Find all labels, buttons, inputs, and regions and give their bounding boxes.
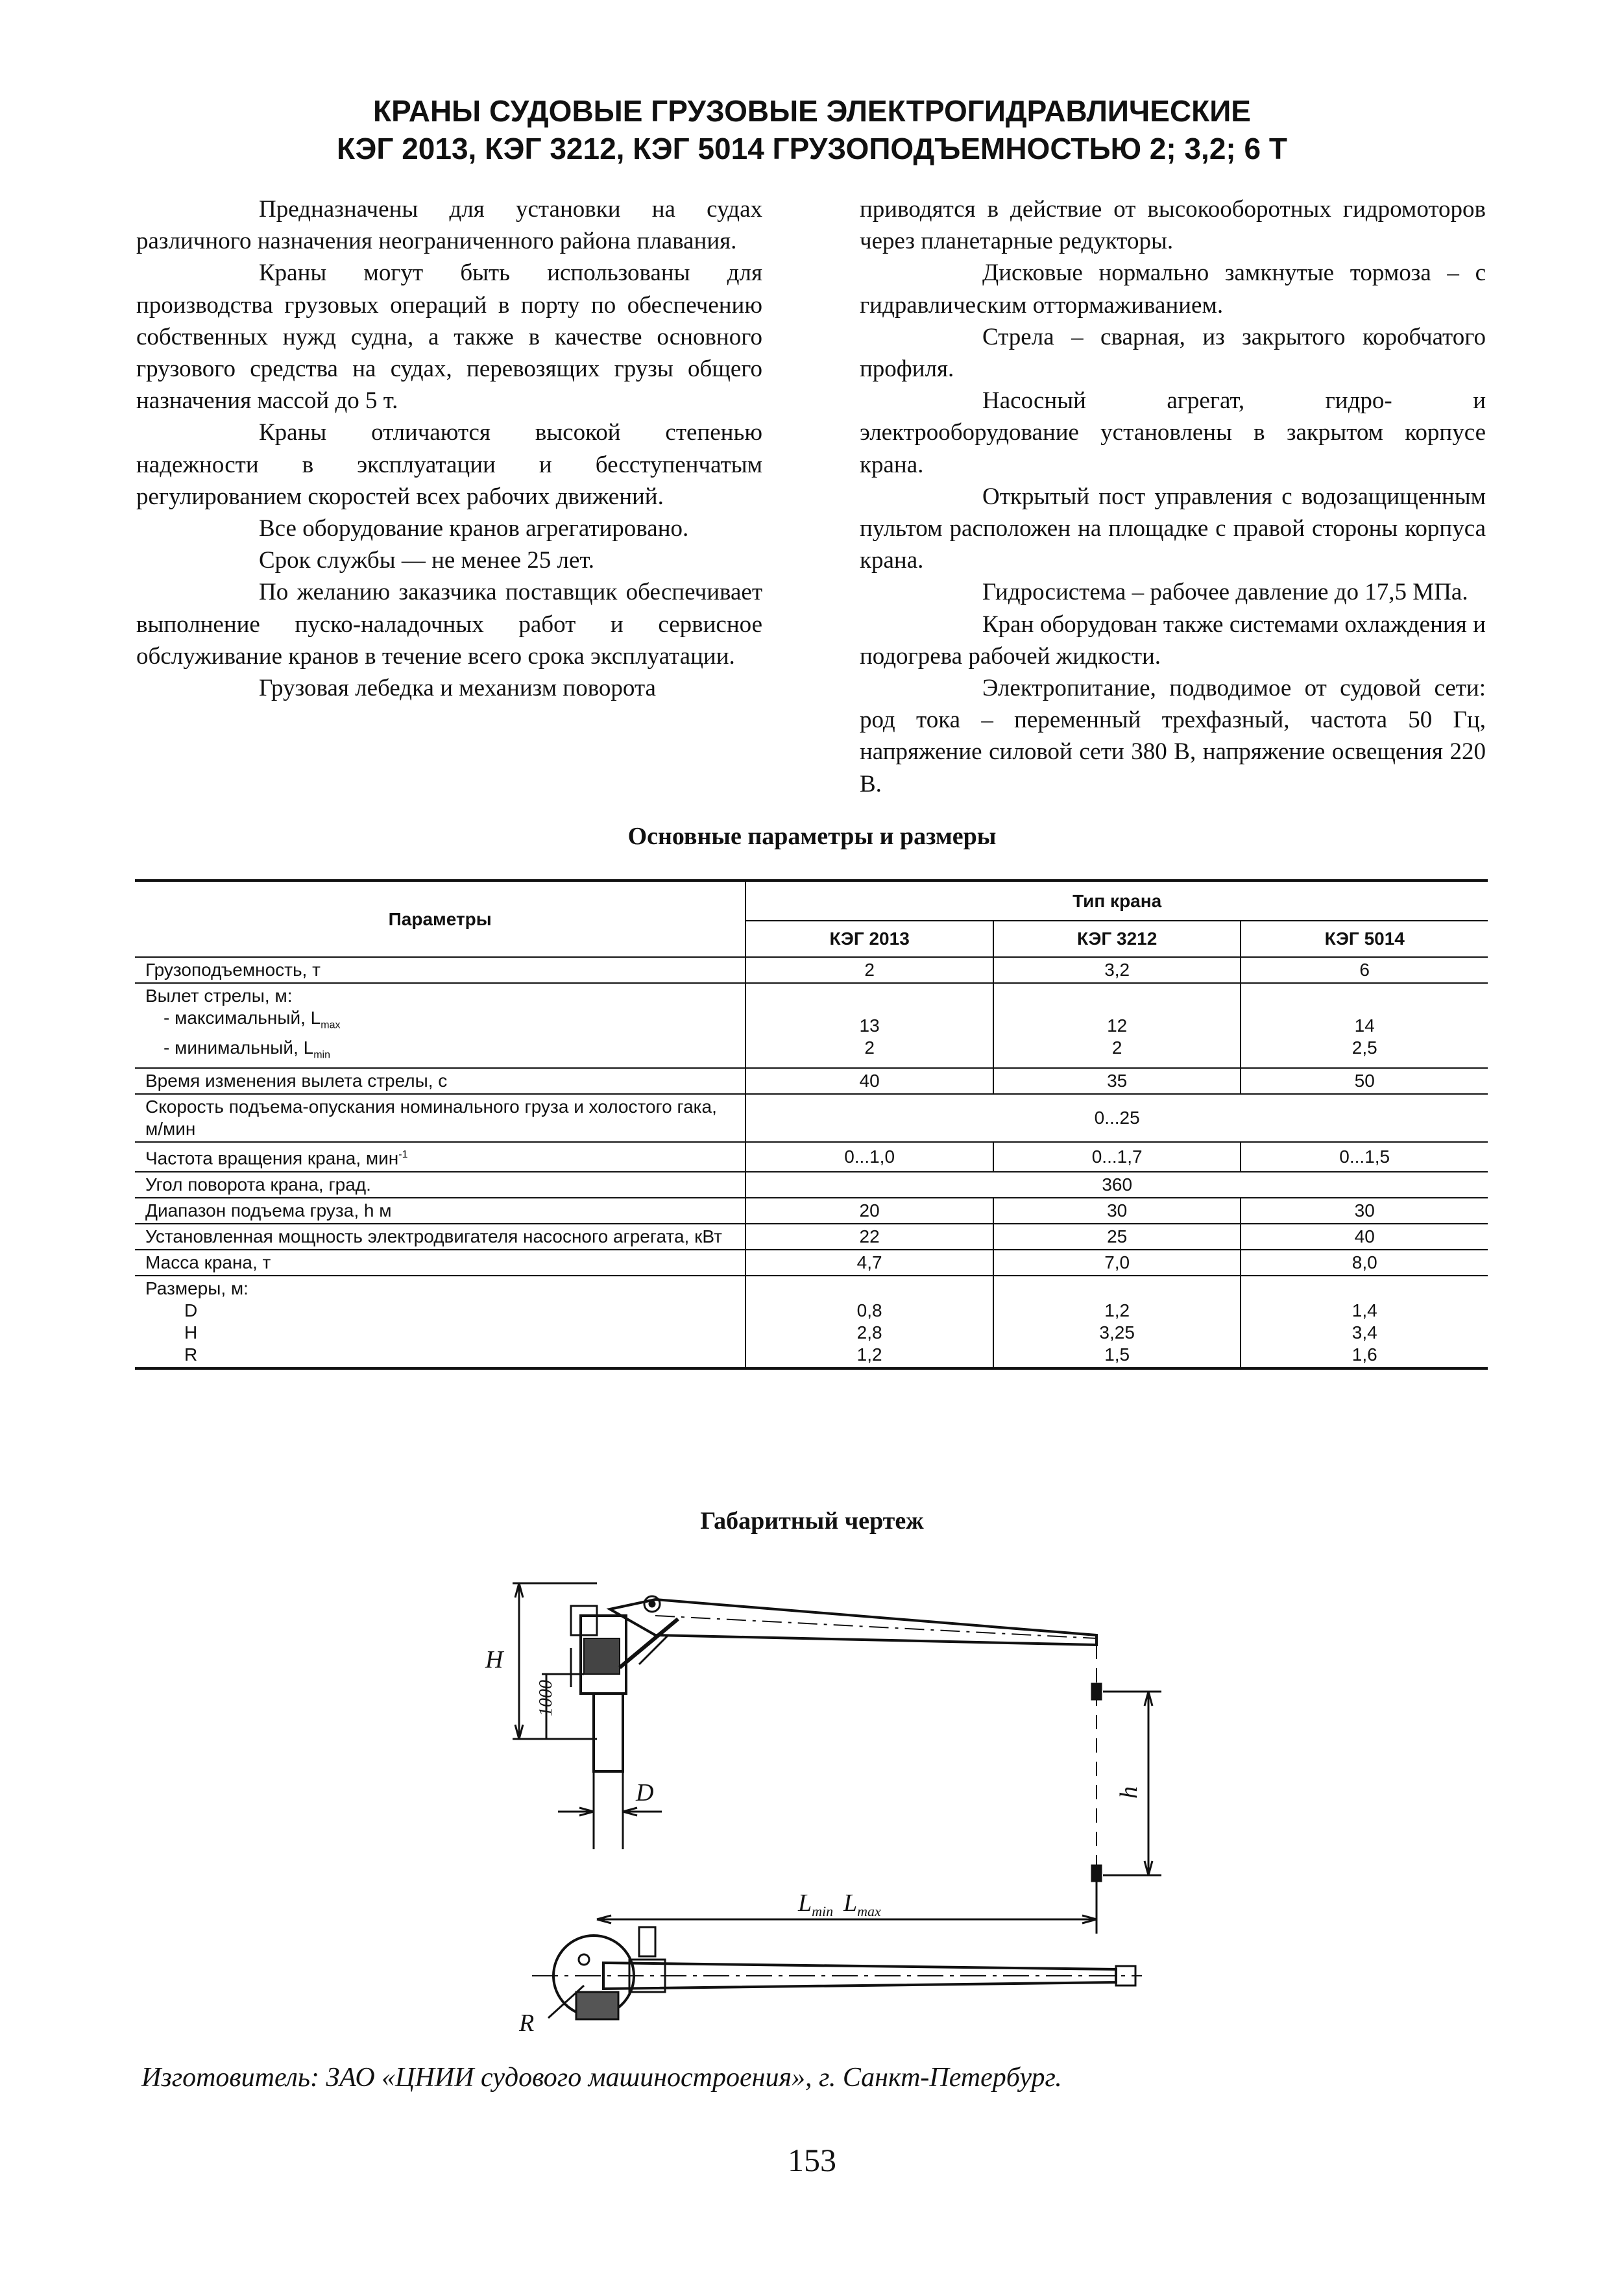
intro-paragraph: Открытый пост управления с водозащищенным пультом расположен на площадке с правой стороны корпуса крана. bbox=[860, 483, 1486, 574]
cell: 40 bbox=[745, 1068, 993, 1094]
table-row bbox=[135, 1094, 1488, 1142]
intro-right-column bbox=[860, 193, 1486, 800]
intro-paragraph: Предназначены для установки на судах различного назначения неограниченного района плавания. bbox=[136, 196, 762, 255]
table-row bbox=[135, 957, 1488, 983]
table-section-title: Основные параметры и размеры bbox=[627, 823, 997, 850]
row-label: Угол поворота крана, град. bbox=[135, 1172, 745, 1198]
row-label: Грузоподъемность, т bbox=[135, 957, 745, 983]
cell: 1,2 3,25 1,5 bbox=[993, 1276, 1241, 1368]
intro-paragraph: Кран оборудован также системами охлаждения и подогрева рабочей жидкости. bbox=[860, 611, 1486, 670]
dimensional-drawing bbox=[0, 1538, 1624, 2057]
cell: 50 bbox=[1241, 1068, 1488, 1094]
cell: 20 bbox=[745, 1198, 993, 1224]
cell: 1,4 3,4 1,6 bbox=[1241, 1276, 1488, 1368]
table-row bbox=[135, 983, 1488, 1068]
row-label: Частота вращения крана, мин$^{-1}$ bbox=[135, 1142, 745, 1171]
row-label: Диапазон подъема груза, h м bbox=[135, 1198, 745, 1224]
page-number: 153 bbox=[788, 2142, 836, 2178]
table-row bbox=[135, 1224, 1488, 1250]
cell: 360 bbox=[745, 1172, 1488, 1198]
cell: 0...1,7 bbox=[993, 1142, 1241, 1171]
label-Lmin: $L_{min}$ bbox=[798, 1889, 834, 1919]
label-1000: 1000 bbox=[536, 1680, 556, 1716]
cell: 30 bbox=[993, 1198, 1241, 1224]
intro-paragraph: Электропитание, подводимое от судовой сети: род тока – переменный трехфазный, частота 50 Гц, напряжение силовой сети 380 В, напряжение освещения 220 В. bbox=[860, 675, 1486, 797]
reach-max-label: - максимальный, $L_{max}$ bbox=[164, 1008, 341, 1031]
table-row bbox=[135, 1250, 1488, 1276]
cell: 14 2,5 bbox=[1241, 983, 1488, 1068]
crane-column bbox=[594, 1694, 623, 1771]
reach-label: Вылет стрелы, м: bbox=[145, 986, 293, 1006]
cell: 13 2 bbox=[745, 983, 993, 1068]
reach-min-label: - минимальный, $L_{min}$ bbox=[164, 1037, 330, 1061]
dims-label: Размеры, м: bbox=[145, 1278, 248, 1298]
cell: 12 2 bbox=[993, 983, 1241, 1068]
table-row bbox=[135, 1142, 1488, 1171]
label-H: H bbox=[485, 1646, 503, 1673]
table-row bbox=[135, 1198, 1488, 1224]
cell: 0...1,5 bbox=[1241, 1142, 1488, 1171]
cell: 25 bbox=[993, 1224, 1241, 1250]
intro-paragraph: Насосный агрегат, гидро- и электрооборудование установлены в закрытом корпусе крана. bbox=[860, 387, 1486, 478]
intro-paragraph: Краны отличаются высокой степенью надежности в эксплуатации и бесступенчатым регулированием скоростей всех рабочих движений. bbox=[136, 419, 762, 510]
cell: 22 bbox=[745, 1224, 993, 1250]
cell: 0...25 bbox=[745, 1094, 1488, 1142]
cell: 35 bbox=[993, 1068, 1241, 1094]
drawing-section-title: Габаритный чертеж bbox=[700, 1507, 924, 1535]
intro-paragraph: Срок службы — не менее 25 лет. bbox=[259, 547, 595, 574]
intro-paragraph: приводятся в действие от высокооборотных гидромоторов через планетарные редукторы. bbox=[860, 196, 1486, 255]
row-label: Масса крана, т bbox=[135, 1250, 745, 1276]
row-label: Время изменения вылета стрелы, с bbox=[135, 1068, 745, 1094]
intro-left-column bbox=[136, 193, 762, 704]
intro-paragraph: Краны могут быть использованы для производства грузовых операций в порту по обеспечению собственных нужд судна, а также в качестве основного грузового средства на судах, перевозящих грузы общего назначения массой до 5 т. bbox=[136, 260, 762, 415]
model-header: КЭГ 2013 bbox=[745, 921, 993, 957]
dim-H-label: H bbox=[184, 1322, 198, 1342]
cell: 8,0 bbox=[1241, 1250, 1488, 1276]
label-h: h bbox=[1115, 1786, 1143, 1799]
row-label bbox=[135, 983, 745, 1068]
title-line-2: КЭГ 2013, КЭГ 3212, КЭГ 5014 ГРУЗОПОДЪЕМНОСТЬЮ 2; 3,2; 6 Т bbox=[337, 132, 1287, 165]
title-line-1: КРАНЫ СУДОВЫЕ ГРУЗОВЫЕ ЭЛЕКТРОГИДРАВЛИЧЕСКИЕ bbox=[373, 94, 1251, 128]
intro-paragraph: Грузовая лебедка и механизм поворота bbox=[259, 675, 656, 702]
row-label bbox=[135, 1276, 745, 1368]
cell: 7,0 bbox=[993, 1250, 1241, 1276]
intro-paragraph: Стрела – сварная, из закрытого коробчатого профиля. bbox=[860, 323, 1486, 383]
table-row bbox=[135, 1068, 1488, 1094]
intro-paragraph: По желанию заказчика поставщик обеспечивает выполнение пуско-наладочных работ и сервисное обслуживание кранов в течение всего срока эксплуатации. bbox=[136, 579, 762, 670]
row-label: Скорость подъема-опускания номинального груза и холостого гака, м/мин bbox=[135, 1094, 745, 1142]
manufacturer-note: Изготовитель: ЗАО «ЦНИИ судового машиностроения», г. Санкт-Петербург. bbox=[141, 2063, 1062, 2093]
crane-boom bbox=[610, 1599, 1097, 1645]
cell: 0...1,0 bbox=[745, 1142, 993, 1171]
cell: 0,8 2,8 1,2 bbox=[745, 1276, 993, 1368]
label-D: D bbox=[636, 1779, 654, 1806]
boom-cylinder bbox=[620, 1619, 678, 1668]
parameters-table bbox=[135, 879, 1488, 1370]
dim-D-label: D bbox=[184, 1300, 198, 1320]
row-label: Установленная мощность электродвигателя насосного агрегата, кВт bbox=[135, 1224, 745, 1250]
intro-paragraph: Дисковые нормально замкнутые тормоза – с гидравлическим оттормаживанием. bbox=[860, 260, 1486, 319]
model-header: КЭГ 3212 bbox=[993, 921, 1241, 957]
cell: 3,2 bbox=[993, 957, 1241, 983]
cell: 6 bbox=[1241, 957, 1488, 983]
model-header: КЭГ 5014 bbox=[1241, 921, 1488, 957]
table-row bbox=[135, 1172, 1488, 1198]
cell: 4,7 bbox=[745, 1250, 993, 1276]
cell: 40 bbox=[1241, 1224, 1488, 1250]
label-R: R bbox=[519, 2010, 535, 2037]
intro-paragraph: Все оборудование кранов агрегатировано. bbox=[259, 515, 689, 542]
param-header: Параметры bbox=[135, 881, 745, 957]
page-title bbox=[0, 92, 1624, 167]
intro-paragraph: Гидросистема – рабочее давление до 17,5 МПа. bbox=[982, 579, 1468, 606]
cell: 2 bbox=[745, 957, 993, 983]
label-Lmax: $L_{max}$ bbox=[843, 1889, 881, 1919]
dim-R-label: R bbox=[184, 1344, 198, 1365]
table-row bbox=[135, 1276, 1488, 1368]
type-header: Тип крана bbox=[745, 881, 1488, 921]
cell: 30 bbox=[1241, 1198, 1488, 1224]
table-header-row bbox=[135, 881, 1488, 921]
